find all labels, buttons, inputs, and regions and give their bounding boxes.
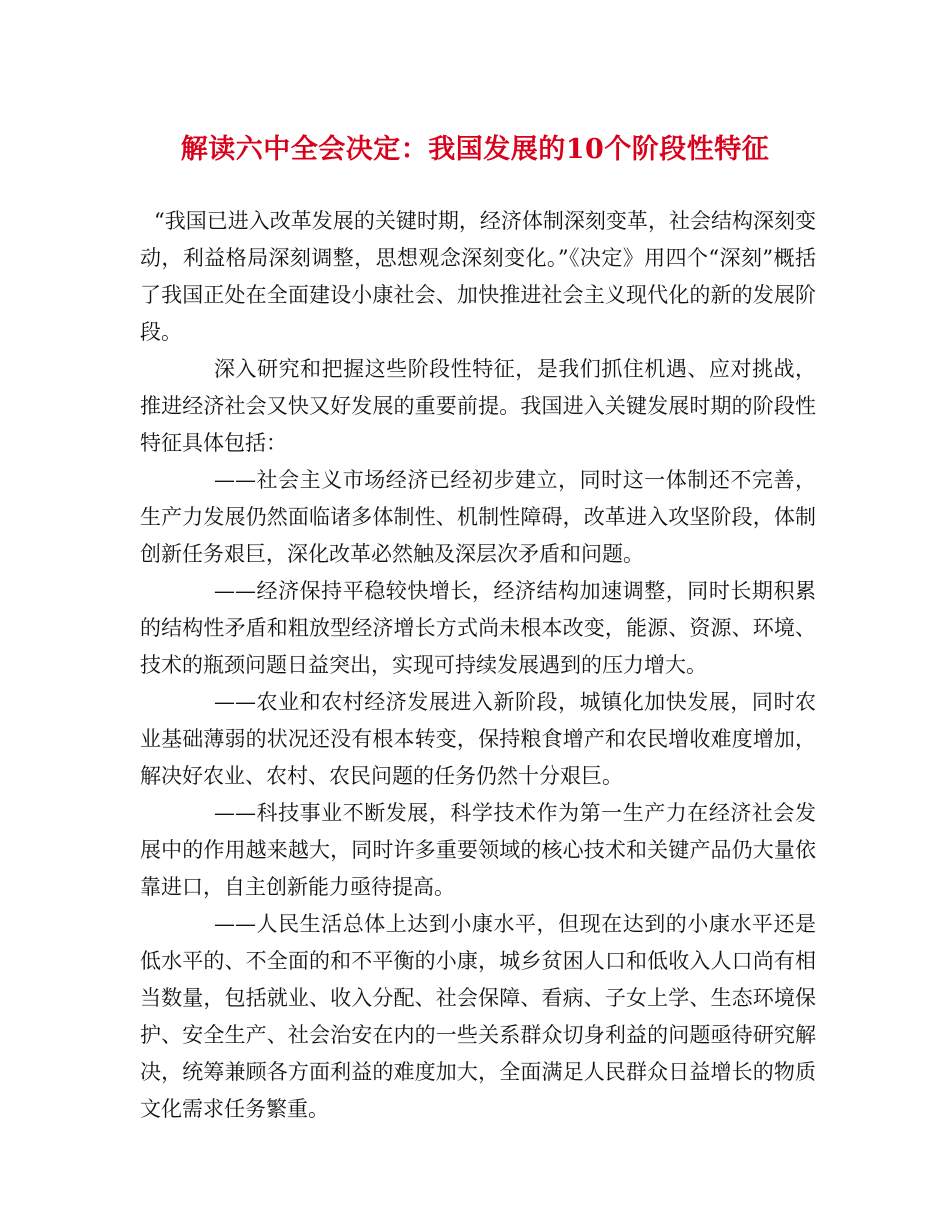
document-title: 解读六中全会决定：我国发展的10个阶段性特征 [180,134,770,165]
document-body [140,203,816,1128]
paragraph-feature-living-standards: ——人民生活总体上达到小康水平，但现在达到的小康水平还是低水平的、不全面的和不平衡的小康，城乡贫困人口和低收入人口尚有相当数量，包括就业、收入分配、社会保障、看病、子女上学、生态环境保护、安全生产、社会治安在内的一些关系群众切身利益的问题亟待研究解决，统筹兼顾各方面利益的难度加大，全面满足人民群众日益增长的物质文化需求任务繁重。 [140,912,816,1121]
paragraph-feature-market-economy: ——社会主义市场经济已经初步建立，同时这一体制还不完善，生产力发展仍然面临诸多体制性、机制性障碍，改革进入攻坚阶段，体制创新任务艰巨，深化改革必然触及深层次矛盾和问题。 [140,468,816,566]
paragraph-feature-technology: ——科技事业不断发展，科学技术作为第一生产力在经济社会发展中的作用越来越大，同时许多重要领域的核心技术和关键产品仍大量依靠进口，自主创新能力亟待提高。 [140,801,816,899]
paragraph-intro: “我国已进入改革发展的关键时期，经济体制深刻变革，社会结构深刻变动，利益格局深刻调整，思想观念深刻变化。”《决定》用四个“深刻”概括了我国正处在全面建设小康社会、加快推进社会主义现代化的新的发展阶段。 [140,209,816,344]
paragraph-feature-economic-growth: ——经济保持平稳较快增长，经济结构加速调整，同时长期积累的结构性矛盾和粗放型经济增长方式尚未根本改变，能源、资源、环境、技术的瓶颈问题日益突出，实现可持续发展遇到的压力增大。 [140,579,816,677]
paragraph-feature-agriculture: ——农业和农村经济发展进入新阶段，城镇化加快发展，同时农业基础薄弱的状况还没有根本转变，保持粮食增产和农民增收难度增加，解决好农业、农村、农民问题的任务仍然十分艰巨。 [140,690,816,788]
paragraph-premise: 深入研究和把握这些阶段性特征，是我们抓住机遇、应对挑战，推进经济社会又快又好发展的重要前提。我国进入关键发展时期的阶段性特征具体包括： [140,357,816,455]
